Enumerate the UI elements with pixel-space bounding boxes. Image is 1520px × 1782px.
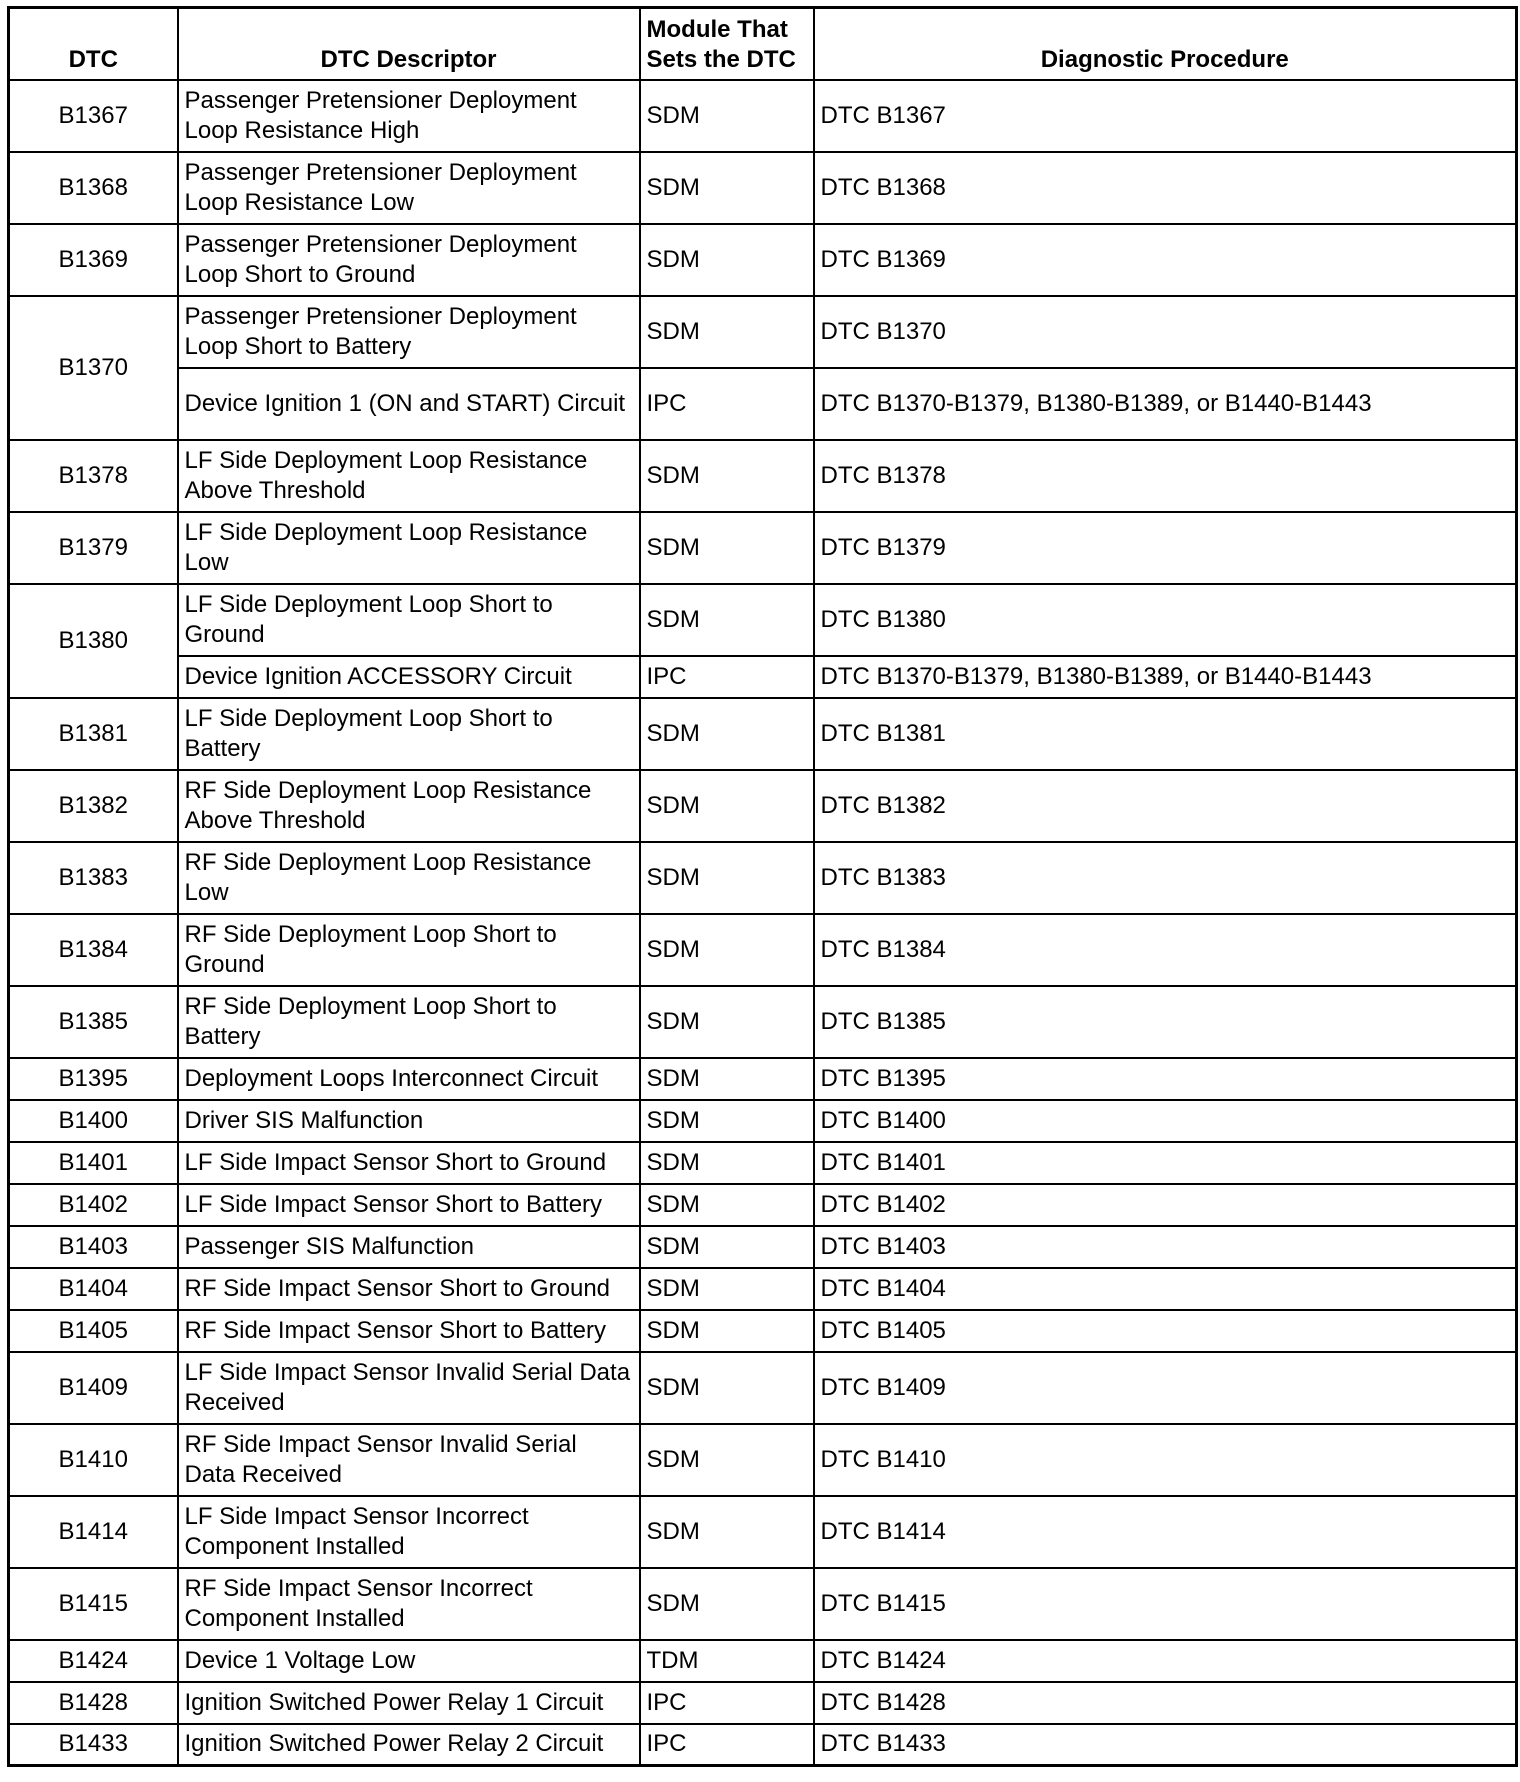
header-module bbox=[640, 8, 814, 80]
table-row bbox=[9, 1424, 1517, 1496]
cell-dtc: B1370 bbox=[9, 296, 178, 440]
cell-dtc: B1378 bbox=[9, 440, 178, 512]
header-procedure: Diagnostic Procedure bbox=[814, 8, 1517, 80]
cell-procedure: DTC B1402 bbox=[814, 1184, 1517, 1226]
table-header bbox=[9, 8, 1517, 80]
cell-dtc: B1368 bbox=[9, 152, 178, 224]
cell-procedure: DTC B1405 bbox=[814, 1310, 1517, 1352]
cell-module: SDM bbox=[640, 440, 814, 512]
table-row bbox=[9, 1496, 1517, 1568]
cell-descriptor: Device Ignition 1 (ON and START) Circuit bbox=[178, 368, 640, 440]
cell-module: SDM bbox=[640, 152, 814, 224]
table-row bbox=[9, 1352, 1517, 1424]
cell-procedure: DTC B1385 bbox=[814, 986, 1517, 1058]
cell-procedure: DTC B1381 bbox=[814, 698, 1517, 770]
cell-descriptor: LF Side Impact Sensor Short to Battery bbox=[178, 1184, 640, 1226]
cell-module: SDM bbox=[640, 698, 814, 770]
cell-descriptor: LF Side Impact Sensor Invalid Serial Data Received bbox=[178, 1352, 640, 1424]
cell-descriptor: Driver SIS Malfunction bbox=[178, 1100, 640, 1142]
cell-procedure: DTC B1400 bbox=[814, 1100, 1517, 1142]
cell-module: SDM bbox=[640, 512, 814, 584]
cell-procedure: DTC B1378 bbox=[814, 440, 1517, 512]
cell-descriptor: Ignition Switched Power Relay 2 Circuit bbox=[178, 1724, 640, 1766]
cell-descriptor: RF Side Deployment Loop Short to Battery bbox=[178, 986, 640, 1058]
table-row bbox=[9, 1640, 1517, 1682]
cell-procedure: DTC B1383 bbox=[814, 842, 1517, 914]
table-row bbox=[9, 368, 1517, 440]
cell-dtc: B1400 bbox=[9, 1100, 178, 1142]
cell-module: SDM bbox=[640, 1226, 814, 1268]
cell-module: SDM bbox=[640, 914, 814, 986]
table-row bbox=[9, 152, 1517, 224]
cell-descriptor: Passenger Pretensioner Deployment Loop Short to Ground bbox=[178, 224, 640, 296]
table-row bbox=[9, 80, 1517, 152]
cell-descriptor: LF Side Deployment Loop Short to Ground bbox=[178, 584, 640, 656]
table-row bbox=[9, 584, 1517, 656]
cell-procedure: DTC B1403 bbox=[814, 1226, 1517, 1268]
cell-module: SDM bbox=[640, 770, 814, 842]
cell-descriptor: Deployment Loops Interconnect Circuit bbox=[178, 1058, 640, 1100]
cell-dtc: B1409 bbox=[9, 1352, 178, 1424]
cell-descriptor: Device 1 Voltage Low bbox=[178, 1640, 640, 1682]
cell-procedure: DTC B1384 bbox=[814, 914, 1517, 986]
cell-dtc: B1385 bbox=[9, 986, 178, 1058]
cell-module: SDM bbox=[640, 1496, 814, 1568]
header-module-line1: Module That bbox=[646, 15, 788, 43]
cell-module: SDM bbox=[640, 1100, 814, 1142]
cell-procedure: DTC B1382 bbox=[814, 770, 1517, 842]
cell-procedure: DTC B1370 bbox=[814, 296, 1517, 368]
cell-descriptor: RF Side Impact Sensor Invalid Serial Data Received bbox=[178, 1424, 640, 1496]
header-row bbox=[9, 8, 1517, 80]
cell-dtc: B1402 bbox=[9, 1184, 178, 1226]
cell-dtc: B1404 bbox=[9, 1268, 178, 1310]
dtc-table bbox=[7, 6, 1518, 1767]
cell-procedure: DTC B1410 bbox=[814, 1424, 1517, 1496]
cell-module: SDM bbox=[640, 986, 814, 1058]
cell-dtc: B1405 bbox=[9, 1310, 178, 1352]
cell-procedure: DTC B1369 bbox=[814, 224, 1517, 296]
cell-dtc: B1415 bbox=[9, 1568, 178, 1640]
cell-descriptor: RF Side Deployment Loop Resistance Above Threshold bbox=[178, 770, 640, 842]
header-descriptor: DTC Descriptor bbox=[178, 8, 640, 80]
cell-dtc: B1369 bbox=[9, 224, 178, 296]
cell-procedure: DTC B1401 bbox=[814, 1142, 1517, 1184]
cell-dtc: B1380 bbox=[9, 584, 178, 698]
cell-module: SDM bbox=[640, 1058, 814, 1100]
cell-descriptor: RF Side Impact Sensor Short to Battery bbox=[178, 1310, 640, 1352]
cell-module: SDM bbox=[640, 584, 814, 656]
cell-dtc: B1367 bbox=[9, 80, 178, 152]
table-row bbox=[9, 656, 1517, 698]
cell-descriptor: Passenger Pretensioner Deployment Loop Resistance Low bbox=[178, 152, 640, 224]
cell-dtc: B1379 bbox=[9, 512, 178, 584]
cell-dtc: B1410 bbox=[9, 1424, 178, 1496]
cell-dtc: B1383 bbox=[9, 842, 178, 914]
cell-descriptor: LF Side Impact Sensor Short to Ground bbox=[178, 1142, 640, 1184]
table-row bbox=[9, 1268, 1517, 1310]
cell-descriptor: RF Side Deployment Loop Resistance Low bbox=[178, 842, 640, 914]
table-row bbox=[9, 1184, 1517, 1226]
cell-descriptor: Passenger SIS Malfunction bbox=[178, 1226, 640, 1268]
cell-module: SDM bbox=[640, 1310, 814, 1352]
cell-dtc: B1424 bbox=[9, 1640, 178, 1682]
cell-module: SDM bbox=[640, 1184, 814, 1226]
table-row bbox=[9, 1058, 1517, 1100]
header-module-line2: Sets the DTC bbox=[646, 45, 796, 73]
cell-descriptor: LF Side Deployment Loop Resistance Above Threshold bbox=[178, 440, 640, 512]
table-row bbox=[9, 224, 1517, 296]
table-row bbox=[9, 1724, 1517, 1766]
table-row bbox=[9, 770, 1517, 842]
cell-dtc: B1395 bbox=[9, 1058, 178, 1100]
table-row bbox=[9, 986, 1517, 1058]
cell-module: IPC bbox=[640, 368, 814, 440]
cell-descriptor: LF Side Impact Sensor Incorrect Component Installed bbox=[178, 1496, 640, 1568]
cell-descriptor: LF Side Deployment Loop Resistance Low bbox=[178, 512, 640, 584]
table-row bbox=[9, 1682, 1517, 1724]
cell-procedure: DTC B1367 bbox=[814, 80, 1517, 152]
table-row bbox=[9, 698, 1517, 770]
cell-dtc: B1428 bbox=[9, 1682, 178, 1724]
cell-procedure: DTC B1404 bbox=[814, 1268, 1517, 1310]
cell-dtc: B1381 bbox=[9, 698, 178, 770]
cell-procedure: DTC B1415 bbox=[814, 1568, 1517, 1640]
cell-procedure: DTC B1395 bbox=[814, 1058, 1517, 1100]
cell-descriptor: LF Side Deployment Loop Short to Battery bbox=[178, 698, 640, 770]
cell-dtc: B1414 bbox=[9, 1496, 178, 1568]
table-row bbox=[9, 1142, 1517, 1184]
cell-module: IPC bbox=[640, 1724, 814, 1766]
cell-descriptor: Device Ignition ACCESSORY Circuit bbox=[178, 656, 640, 698]
cell-dtc: B1403 bbox=[9, 1226, 178, 1268]
cell-procedure: DTC B1428 bbox=[814, 1682, 1517, 1724]
header-dtc: DTC bbox=[9, 8, 178, 80]
cell-module: SDM bbox=[640, 1568, 814, 1640]
table-body bbox=[9, 80, 1517, 1766]
cell-module: SDM bbox=[640, 80, 814, 152]
table-row bbox=[9, 440, 1517, 512]
cell-procedure: DTC B1370-B1379, B1380-B1389, or B1440-B1443 bbox=[814, 656, 1517, 698]
cell-dtc: B1401 bbox=[9, 1142, 178, 1184]
cell-procedure: DTC B1424 bbox=[814, 1640, 1517, 1682]
table-row bbox=[9, 296, 1517, 368]
cell-module: SDM bbox=[640, 296, 814, 368]
table-row bbox=[9, 1310, 1517, 1352]
cell-descriptor: Passenger Pretensioner Deployment Loop Short to Battery bbox=[178, 296, 640, 368]
cell-module: SDM bbox=[640, 1424, 814, 1496]
table-row bbox=[9, 1568, 1517, 1640]
cell-module: SDM bbox=[640, 1268, 814, 1310]
cell-procedure: DTC B1409 bbox=[814, 1352, 1517, 1424]
cell-dtc: B1384 bbox=[9, 914, 178, 986]
table-row bbox=[9, 842, 1517, 914]
cell-descriptor: Ignition Switched Power Relay 1 Circuit bbox=[178, 1682, 640, 1724]
cell-procedure: DTC B1380 bbox=[814, 584, 1517, 656]
cell-procedure: DTC B1370-B1379, B1380-B1389, or B1440-B1443 bbox=[814, 368, 1517, 440]
table-row bbox=[9, 1100, 1517, 1142]
cell-procedure: DTC B1379 bbox=[814, 512, 1517, 584]
cell-dtc: B1382 bbox=[9, 770, 178, 842]
cell-module: SDM bbox=[640, 1142, 814, 1184]
cell-module: SDM bbox=[640, 224, 814, 296]
cell-procedure: DTC B1414 bbox=[814, 1496, 1517, 1568]
cell-dtc: B1433 bbox=[9, 1724, 178, 1766]
cell-module: SDM bbox=[640, 842, 814, 914]
cell-procedure: DTC B1433 bbox=[814, 1724, 1517, 1766]
cell-descriptor: RF Side Impact Sensor Short to Ground bbox=[178, 1268, 640, 1310]
cell-module: TDM bbox=[640, 1640, 814, 1682]
table-row bbox=[9, 914, 1517, 986]
table-row bbox=[9, 512, 1517, 584]
cell-module: IPC bbox=[640, 656, 814, 698]
cell-procedure: DTC B1368 bbox=[814, 152, 1517, 224]
cell-descriptor: RF Side Impact Sensor Incorrect Component Installed bbox=[178, 1568, 640, 1640]
cell-descriptor: RF Side Deployment Loop Short to Ground bbox=[178, 914, 640, 986]
cell-descriptor: Passenger Pretensioner Deployment Loop Resistance High bbox=[178, 80, 640, 152]
cell-module: SDM bbox=[640, 1352, 814, 1424]
cell-module: IPC bbox=[640, 1682, 814, 1724]
table-row bbox=[9, 1226, 1517, 1268]
